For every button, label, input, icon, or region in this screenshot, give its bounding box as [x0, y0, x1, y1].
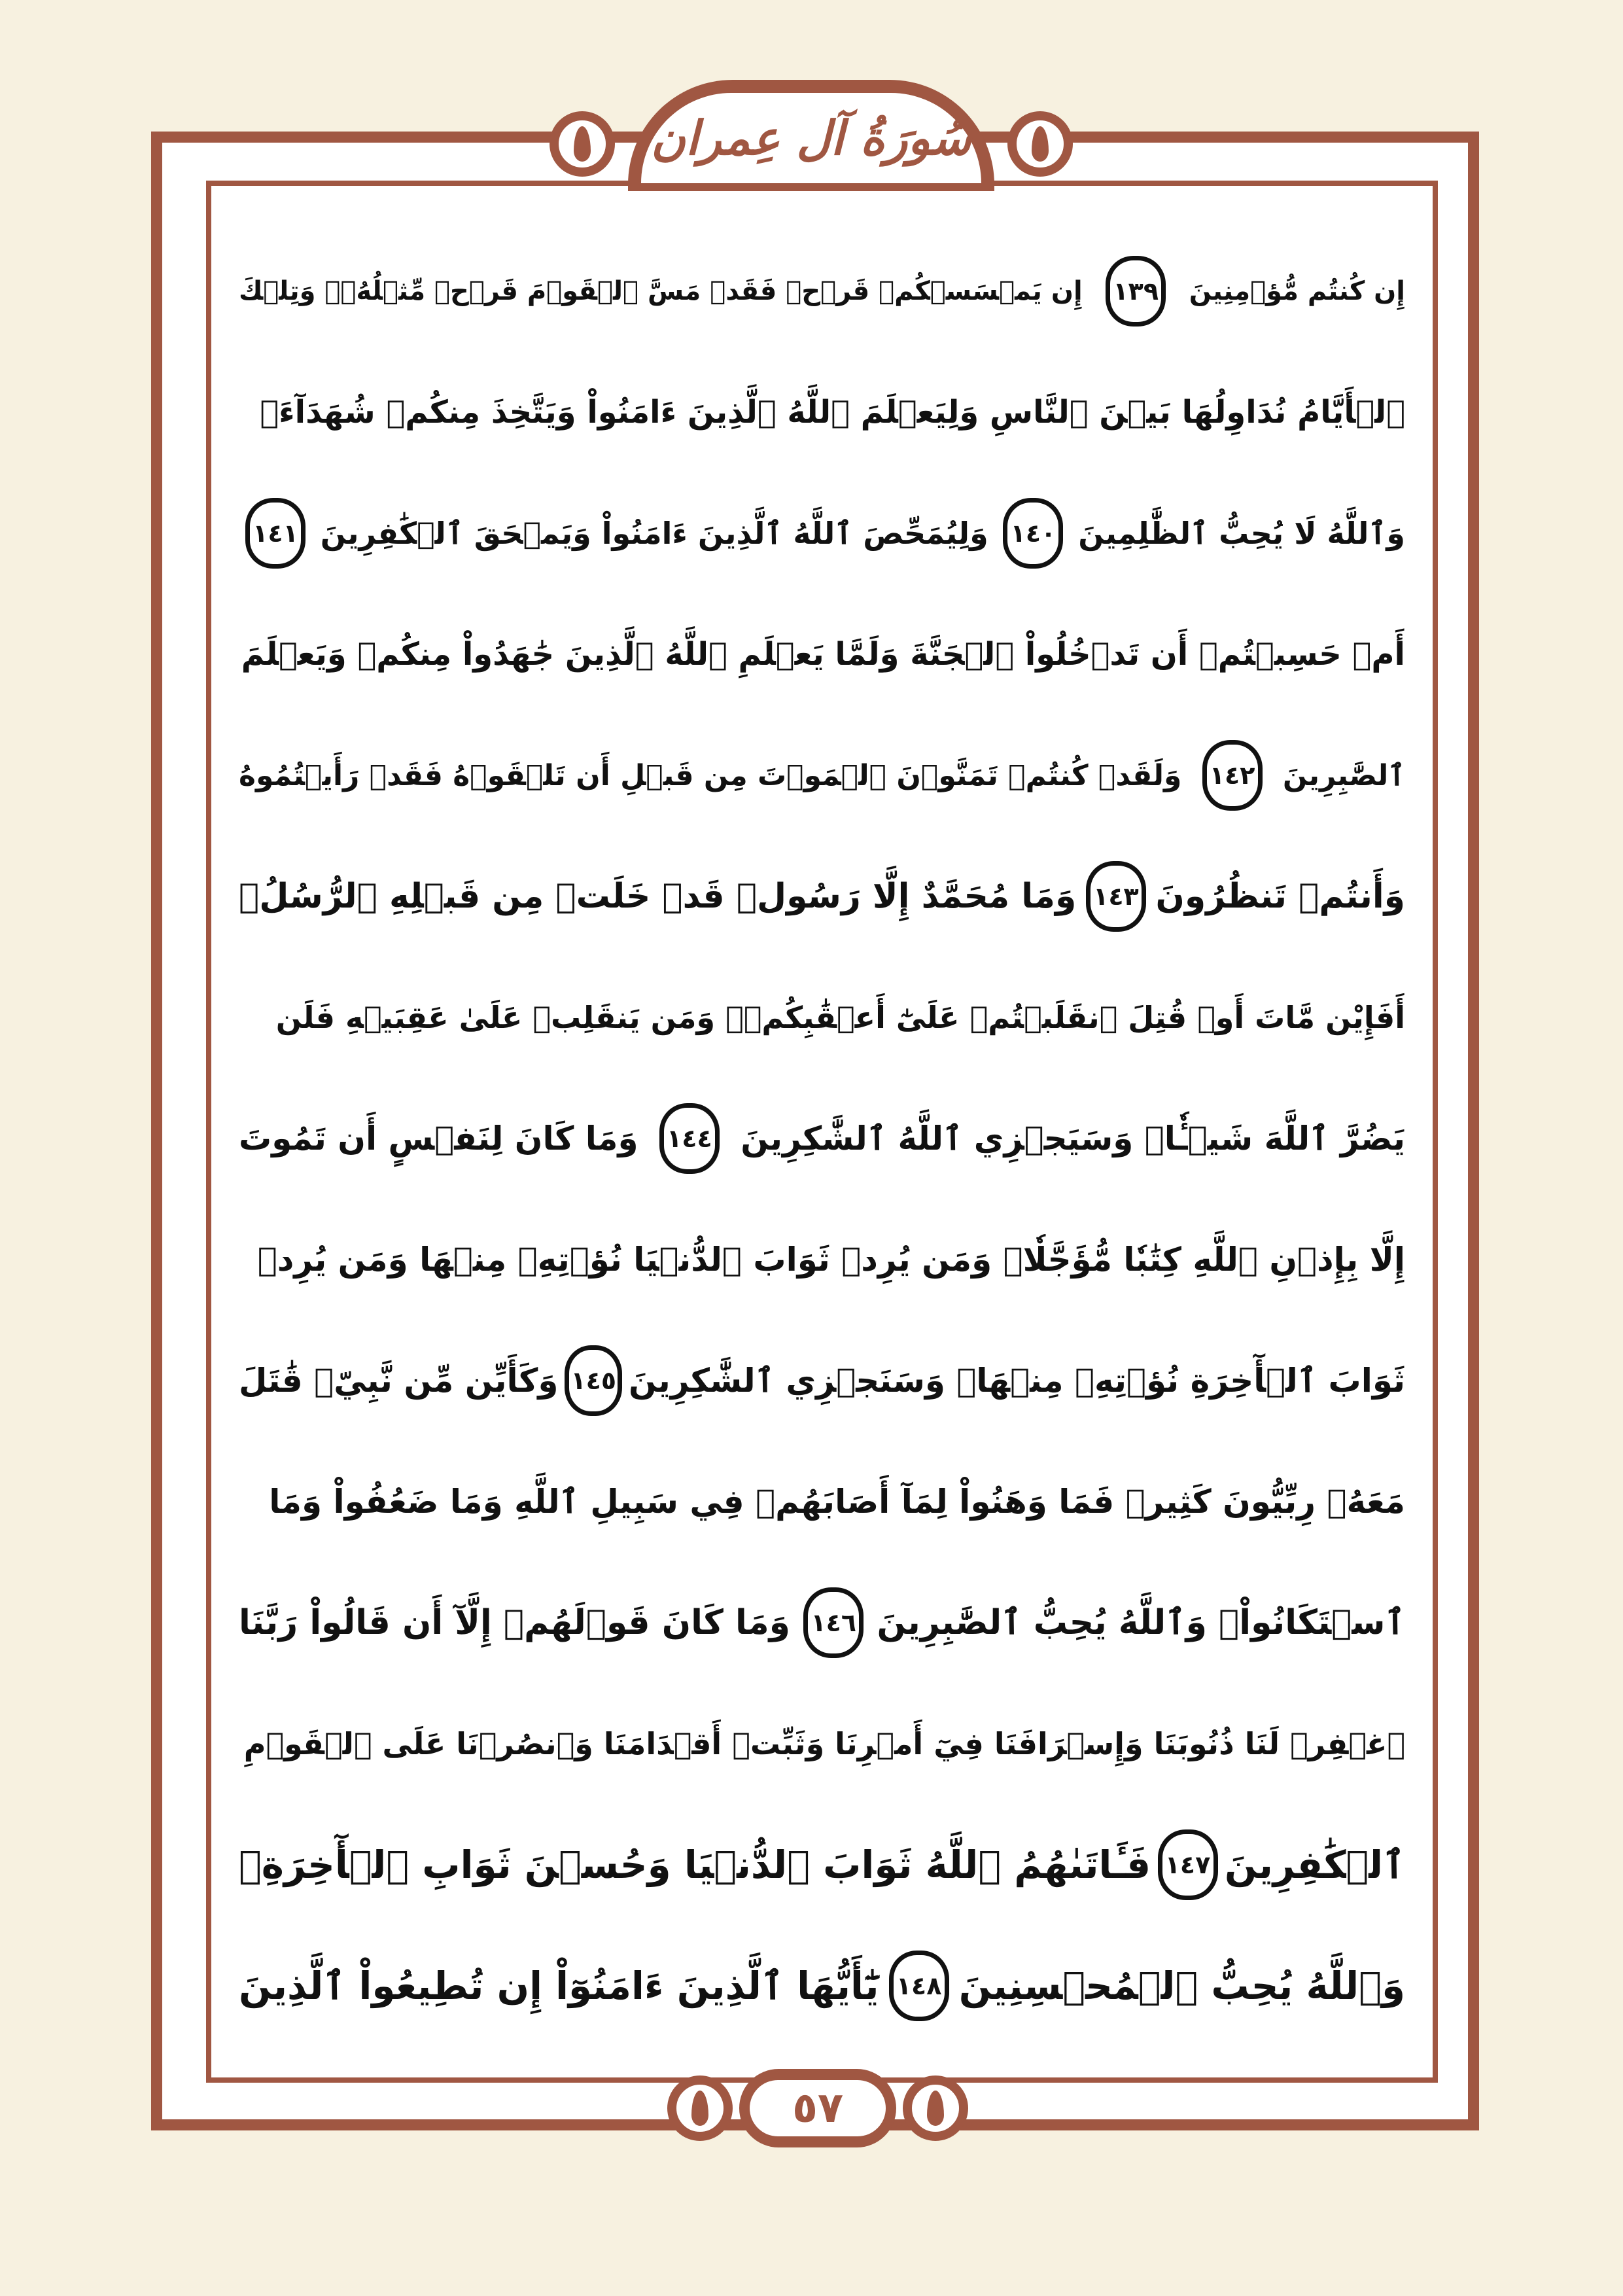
verse-text: ٱلۡأَيَّامُ نُدَاوِلُهَا بَيۡنَ ٱلنَّاسِ وَلِيَعۡلَمَ ٱللَّهُ ٱلَّذِينَ ءَامَنُواْ وَيَتَّخِذَ مِنكُمۡ شُهَدَآءَۗ — [260, 394, 1405, 431]
footer-right-leaf-ornament-icon — [903, 2075, 968, 2141]
verse-text: وَلِيُمَحِّصَ ٱللَّهُ ٱلَّذِينَ ءَامَنُواْ وَيَمۡحَقَ ٱلۡكَٰفِرِينَ — [320, 516, 988, 551]
verse-text: وَٱللَّهُ يُحِبُّ ٱلۡمُحۡسِنِينَ — [958, 1964, 1405, 2008]
quran-text-block — [226, 209, 1418, 2061]
ayah-number-marker: ١٤٣ — [1086, 861, 1146, 932]
left-leaf-ornament-icon — [550, 111, 615, 177]
verse-text: إِلَّا بِإِذۡنِ ٱللَّهِ كِتَٰبٗا مُّؤَجَّلٗاۗ وَمَن يُرِدۡ ثَوَابَ ٱلدُّنۡيَا نُؤۡتِهِۦ مِنۡهَا وَمَن يُرِدۡ — [257, 1241, 1405, 1279]
text-line — [239, 962, 1405, 1073]
footer-left-leaf-ornament-icon — [667, 2075, 733, 2141]
verse-text: ٱسۡتَكَانُواْۗ وَٱللَّهُ يُحِبُّ ٱلصَّٰبِرِينَ — [877, 1603, 1405, 1642]
ayah-number-marker: ١٤٢ — [1202, 740, 1263, 811]
verse-text: وَكَأَيِّن مِّن نَّبِيّٖ قَٰتَلَ — [239, 1362, 559, 1400]
ayah-number-marker: ١٤٠ — [1003, 498, 1063, 569]
ayah-number-marker: ١٤١ — [245, 498, 305, 569]
text-line — [239, 1930, 1405, 2041]
verse-text: إِن كُنتُم مُّؤۡمِنِينَ — [1189, 276, 1405, 306]
verse-text: يَضُرَّ ٱللَّهَ شَيۡـٔٗاۗ وَسَيَجۡزِي ٱللَّهُ ٱلشَّٰكِرِينَ — [741, 1120, 1405, 1157]
page-number-badge-inner — [750, 2080, 886, 2136]
verse-text: وَمَا كَانَ قَوۡلَهُمۡ إِلَّآ أَن قَالُواْ رَبَّنَا — [239, 1603, 790, 1642]
leaf-icon — [691, 2091, 708, 2126]
ayah-number-marker: ١٤٧ — [1158, 1829, 1218, 1900]
verse-text: إِن يَمۡسَسۡكُمۡ قَرۡحٞ فَقَدۡ مَسَّ ٱلۡقَوۡمَ قَرۡحٞ مِّثۡلُهُۥۚ وَتِلۡكَ — [239, 276, 1083, 306]
verse-text: مَعَهُۥ رِبِّيُّونَ كَثِيرٞ فَمَا وَهَنُواْ لِمَآ أَصَابَهُمۡ فِي سَبِيلِ ٱللَّهِ وَمَا ضَعُفُواْ وَمَا — [269, 1483, 1405, 1521]
surah-title: سُورَةُ آل عِمران — [651, 111, 971, 166]
text-line — [239, 1809, 1405, 1920]
ayah-number-marker: ١٣٩ — [1106, 256, 1166, 327]
leaf-icon — [1032, 126, 1049, 162]
page-number-badge — [739, 2069, 896, 2147]
text-line — [239, 1688, 1405, 1799]
verse-text: فَـَٔاتَىٰهُمُ ٱللَّهُ ثَوَابَ ٱلدُّنۡيَا وَحُسۡنَ ثَوَابِ ٱلۡأٓخِرَةِۗ — [239, 1843, 1151, 1887]
verse-text: ٱلصَّٰبِرِينَ — [1282, 758, 1405, 792]
ayah-number-marker: ١٤٨ — [889, 1951, 949, 2021]
text-line — [239, 1446, 1405, 1557]
verse-text: وَٱللَّهُ لَا يُحِبُّ ٱلظَّٰلِمِينَ — [1078, 516, 1405, 551]
text-line — [239, 1204, 1405, 1315]
verse-text: وَمَا كَانَ لِنَفۡسٍ أَن تَمُوتَ — [239, 1120, 638, 1157]
verse-text: أَمۡ حَسِبۡتُمۡ أَن تَدۡخُلُواْ ٱلۡجَنَّةَ وَلَمَّا يَعۡلَمِ ٱللَّهُ ٱلَّذِينَ جَٰهَدُواْ مِنكُمۡ وَيَعۡلَمَ — [241, 636, 1405, 673]
verse-text: ٱغۡفِرۡ لَنَا ذُنُوبَنَا وَإِسۡرَافَنَا فِيٓ أَمۡرِنَا وَثَبِّتۡ أَقۡدَامَنَا وَٱنصُرۡنَا عَلَى ٱلۡقَوۡمِ — [243, 1726, 1405, 1761]
text-line — [239, 478, 1405, 589]
text-line — [239, 1083, 1405, 1194]
page-number: ٥٧ — [792, 2084, 844, 2132]
verse-text: وَأَنتُمۡ تَنظُرُونَ — [1155, 877, 1405, 916]
right-leaf-ornament-icon — [1007, 111, 1073, 177]
text-line — [239, 1567, 1405, 1678]
surah-header — [628, 80, 994, 191]
surah-header-inner — [641, 93, 981, 183]
verse-text: ثَوَابَ ٱلۡأٓخِرَةِ نُؤۡتِهِۦ مِنۡهَاۚ وَسَنَجۡزِي ٱلشَّٰكِرِينَ — [629, 1362, 1405, 1400]
verse-text: أَفَإِيْن مَّاتَ أَوۡ قُتِلَ ٱنقَلَبۡتُمۡ عَلَىٰٓ أَعۡقَٰبِكُمۡۚ وَمَن يَنقَلِبۡ عَلَىٰ عَقِبَيۡهِ فَلَن — [275, 1000, 1405, 1035]
text-line — [239, 599, 1405, 710]
text-line — [239, 357, 1405, 468]
leaf-icon — [574, 126, 591, 162]
verse-text: وَمَا مُحَمَّدٌ إِلَّا رَسُولٞ قَدۡ خَلَتۡ مِن قَبۡلِهِ ٱلرُّسُلُۚ — [239, 877, 1077, 916]
leaf-icon — [927, 2091, 944, 2126]
ayah-number-marker: ١٤٥ — [565, 1345, 622, 1416]
text-line — [239, 236, 1405, 347]
verse-text: يَٰٓأَيُّهَا ٱلَّذِينَ ءَامَنُوٓاْ إِن تُطِيعُواْ ٱلَّذِينَ — [239, 1964, 879, 2008]
ayah-number-marker: ١٤٦ — [803, 1587, 864, 1658]
text-line — [239, 841, 1405, 952]
text-line — [239, 720, 1405, 831]
text-line — [239, 1325, 1405, 1436]
ayah-number-marker: ١٤٤ — [659, 1103, 720, 1174]
verse-text: ٱلۡكَٰفِرِينَ — [1224, 1843, 1405, 1887]
verse-text: وَلَقَدۡ كُنتُمۡ تَمَنَّوۡنَ ٱلۡمَوۡتَ مِن قَبۡلِ أَن تَلۡقَوۡهُ فَقَدۡ رَأَيۡتُمُوهُ — [239, 758, 1182, 792]
